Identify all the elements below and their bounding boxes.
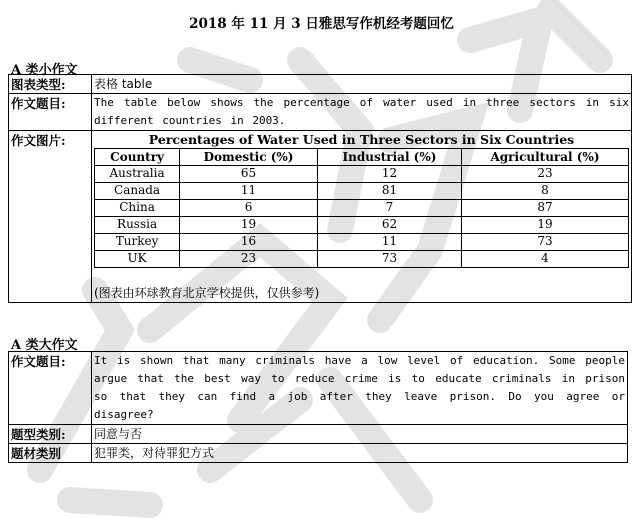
source-note: (图表由环球教育北京学校提供，仅供参考): [94, 286, 320, 300]
table-cell: 81: [317, 183, 461, 200]
page-title: 2018 年 11 月 3 日雅思写作机经考题回忆: [189, 16, 454, 32]
table-cell: 11: [317, 234, 461, 251]
column-header: Industrial (%): [317, 149, 461, 166]
topic-label: 题材类别: [9, 444, 92, 463]
table-row: [95, 217, 629, 234]
table-cell: 7: [317, 200, 461, 217]
type-label: 题型类别:: [9, 425, 92, 444]
task1-prompt-text: The table below shows the percentage of water used in three sectors in six different countries in 2003.: [92, 94, 632, 131]
table-cell: 65: [180, 166, 318, 183]
table-cell: 23: [180, 251, 318, 268]
table-cell: 19: [462, 217, 629, 234]
task1-image-cell: [92, 131, 632, 303]
table-cell: 23: [462, 166, 629, 183]
table-cell: Russia: [95, 217, 180, 234]
table-cell: 4: [462, 251, 629, 268]
table-cell: Australia: [95, 166, 180, 183]
data-table-title: Percentages of Water Used in Three Sectors in Six Countries: [148, 132, 575, 147]
water-usage-table: [94, 148, 629, 268]
task1-section-heading: A 类小作文: [11, 63, 78, 78]
table-cell: 73: [462, 234, 629, 251]
column-header: Country: [95, 149, 180, 166]
table-row: [95, 251, 629, 268]
chart-type-label: 图表类型:: [9, 75, 92, 94]
chart-type-value: 表格 table: [92, 75, 632, 94]
topic-value: 犯罪类，对待罪犯方式: [92, 444, 628, 463]
task2-table: [8, 351, 628, 463]
type-value: 同意与否: [92, 425, 628, 444]
column-header: Domestic (%): [180, 149, 318, 166]
column-header: Agricultural (%): [462, 149, 629, 166]
task2-prompt-label: 作文题目:: [9, 352, 92, 425]
task2-section-heading: A 类大作文: [11, 338, 78, 353]
table-row: [95, 183, 629, 200]
table-cell: Canada: [95, 183, 180, 200]
table-cell: 87: [462, 200, 629, 217]
table-cell: Turkey: [95, 234, 180, 251]
table-cell: 12: [317, 166, 461, 183]
table-cell: 11: [180, 183, 318, 200]
table-cell: China: [95, 200, 180, 217]
table-row: [95, 166, 629, 183]
table-cell: 19: [180, 217, 318, 234]
table-cell: UK: [95, 251, 180, 268]
table-cell: 8: [462, 183, 629, 200]
table-cell: 73: [317, 251, 461, 268]
table-cell: 62: [317, 217, 461, 234]
table-row: [95, 200, 629, 217]
table-row: [95, 234, 629, 251]
table-cell: 16: [180, 234, 318, 251]
task1-table: [8, 74, 632, 303]
table-cell: 6: [180, 200, 318, 217]
task1-prompt-label: 作文题目:: [9, 94, 92, 131]
task2-prompt-text: It is shown that many criminals have a low level of education. Some people argue that the best way to reduce crime is to educate criminals in prison so that they can find a job after they leave prison. Do you agree or disagree?: [92, 352, 628, 425]
task1-image-label: 作文图片:: [9, 131, 92, 303]
